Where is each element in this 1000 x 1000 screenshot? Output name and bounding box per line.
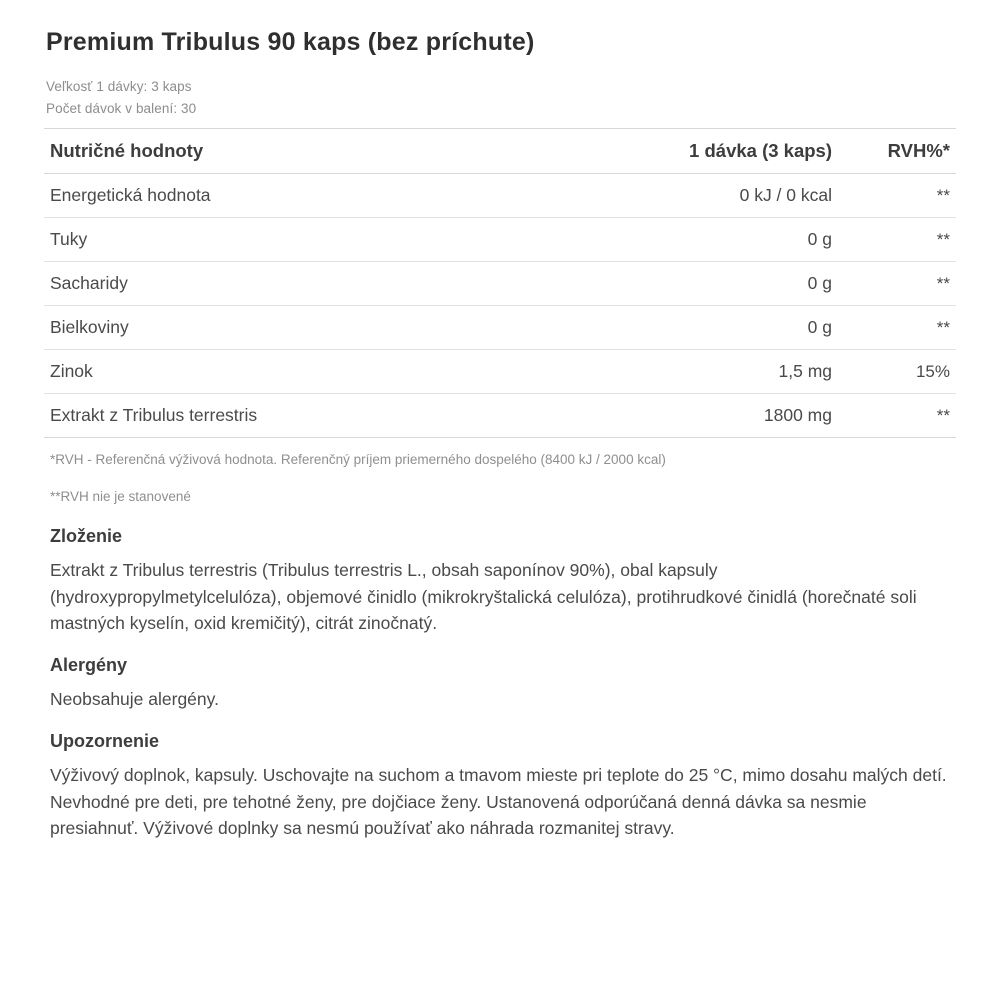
table-row [44, 174, 956, 218]
cell-amount: 0 g [528, 306, 846, 350]
section-heading-composition: Zloženie [50, 525, 123, 546]
cell-rvh: ** [846, 306, 956, 350]
section-text-composition: Extrakt z Tribulus terrestris (Tribulus terrestris L., obsah saponínov 90%), obal kapsuly (hydroxypropylmetylcelulóza), objemové činidlo (mikrokryštalická celulóza), protihrudkové činidlá (horečnaté soli mastných kyselín, oxid kremičitý), citrát zinočnatý. [50, 559, 917, 634]
section-heading-allergens: Alergény [50, 655, 128, 676]
column-header-amount: 1 dávka (3 kaps) [528, 129, 846, 174]
cell-nutrient: Extrakt z Tribulus terrestris [44, 394, 528, 438]
cell-nutrient: Zinok [44, 350, 528, 394]
cell-rvh: ** [846, 218, 956, 262]
nutrition-table-head [44, 129, 956, 174]
cell-rvh: ** [846, 262, 956, 306]
cell-rvh: 15% [846, 350, 956, 394]
cell-nutrient: Bielkoviny [44, 306, 528, 350]
cell-nutrient: Tuky [44, 218, 528, 262]
nutrition-table [44, 128, 956, 438]
footnote-rvh: *RVH - Referenčná výživová hodnota. Referenčný príjem priemerného dospelého (8400 kJ / 2000 kcal) [50, 452, 666, 467]
cell-rvh: ** [846, 174, 956, 218]
serving-size: Veľkosť 1 dávky: 3 kaps [46, 79, 192, 94]
column-header-nutrient: Nutričné hodnoty [44, 129, 528, 174]
table-row [44, 218, 956, 262]
section-text-warning: Výživový doplnok, kapsuly. Uschovajte na suchom a tmavom mieste pri teplote do 25 °C, mimo dosahu malých detí. Nevhodné pre deti, pre tehotné ženy, pre dojčiace ženy. Ustanovená odporúčaná denná dávka sa nesmie presiahnuť. Výživové doplnky sa nesmú používať ako náhrada rozmanitej stravy. [50, 764, 947, 839]
section-heading-warning: Upozornenie [50, 730, 160, 751]
servings-per-container: Počet dávok v balení: 30 [46, 101, 197, 116]
table-row [44, 306, 956, 350]
table-row [44, 262, 956, 306]
cell-amount: 0 g [528, 262, 846, 306]
table-header-row [44, 129, 956, 174]
cell-nutrient: Energetická hodnota [44, 174, 528, 218]
cell-rvh: ** [846, 394, 956, 438]
cell-amount: 1,5 mg [528, 350, 846, 394]
column-header-rvh: RVH%* [846, 129, 956, 174]
table-row [44, 350, 956, 394]
footnote-not-set: **RVH nie je stanovené [50, 488, 191, 504]
nutrition-table-body [44, 174, 956, 438]
section-text-allergens: Neobsahuje alergény. [50, 689, 219, 710]
cell-amount: 1800 mg [528, 394, 846, 438]
cell-amount: 0 kJ / 0 kcal [528, 174, 846, 218]
page-title: Premium Tribulus 90 kaps (bez príchute) [46, 28, 535, 56]
cell-amount: 0 g [528, 218, 846, 262]
cell-nutrient: Sacharidy [44, 262, 528, 306]
table-row [44, 394, 956, 438]
